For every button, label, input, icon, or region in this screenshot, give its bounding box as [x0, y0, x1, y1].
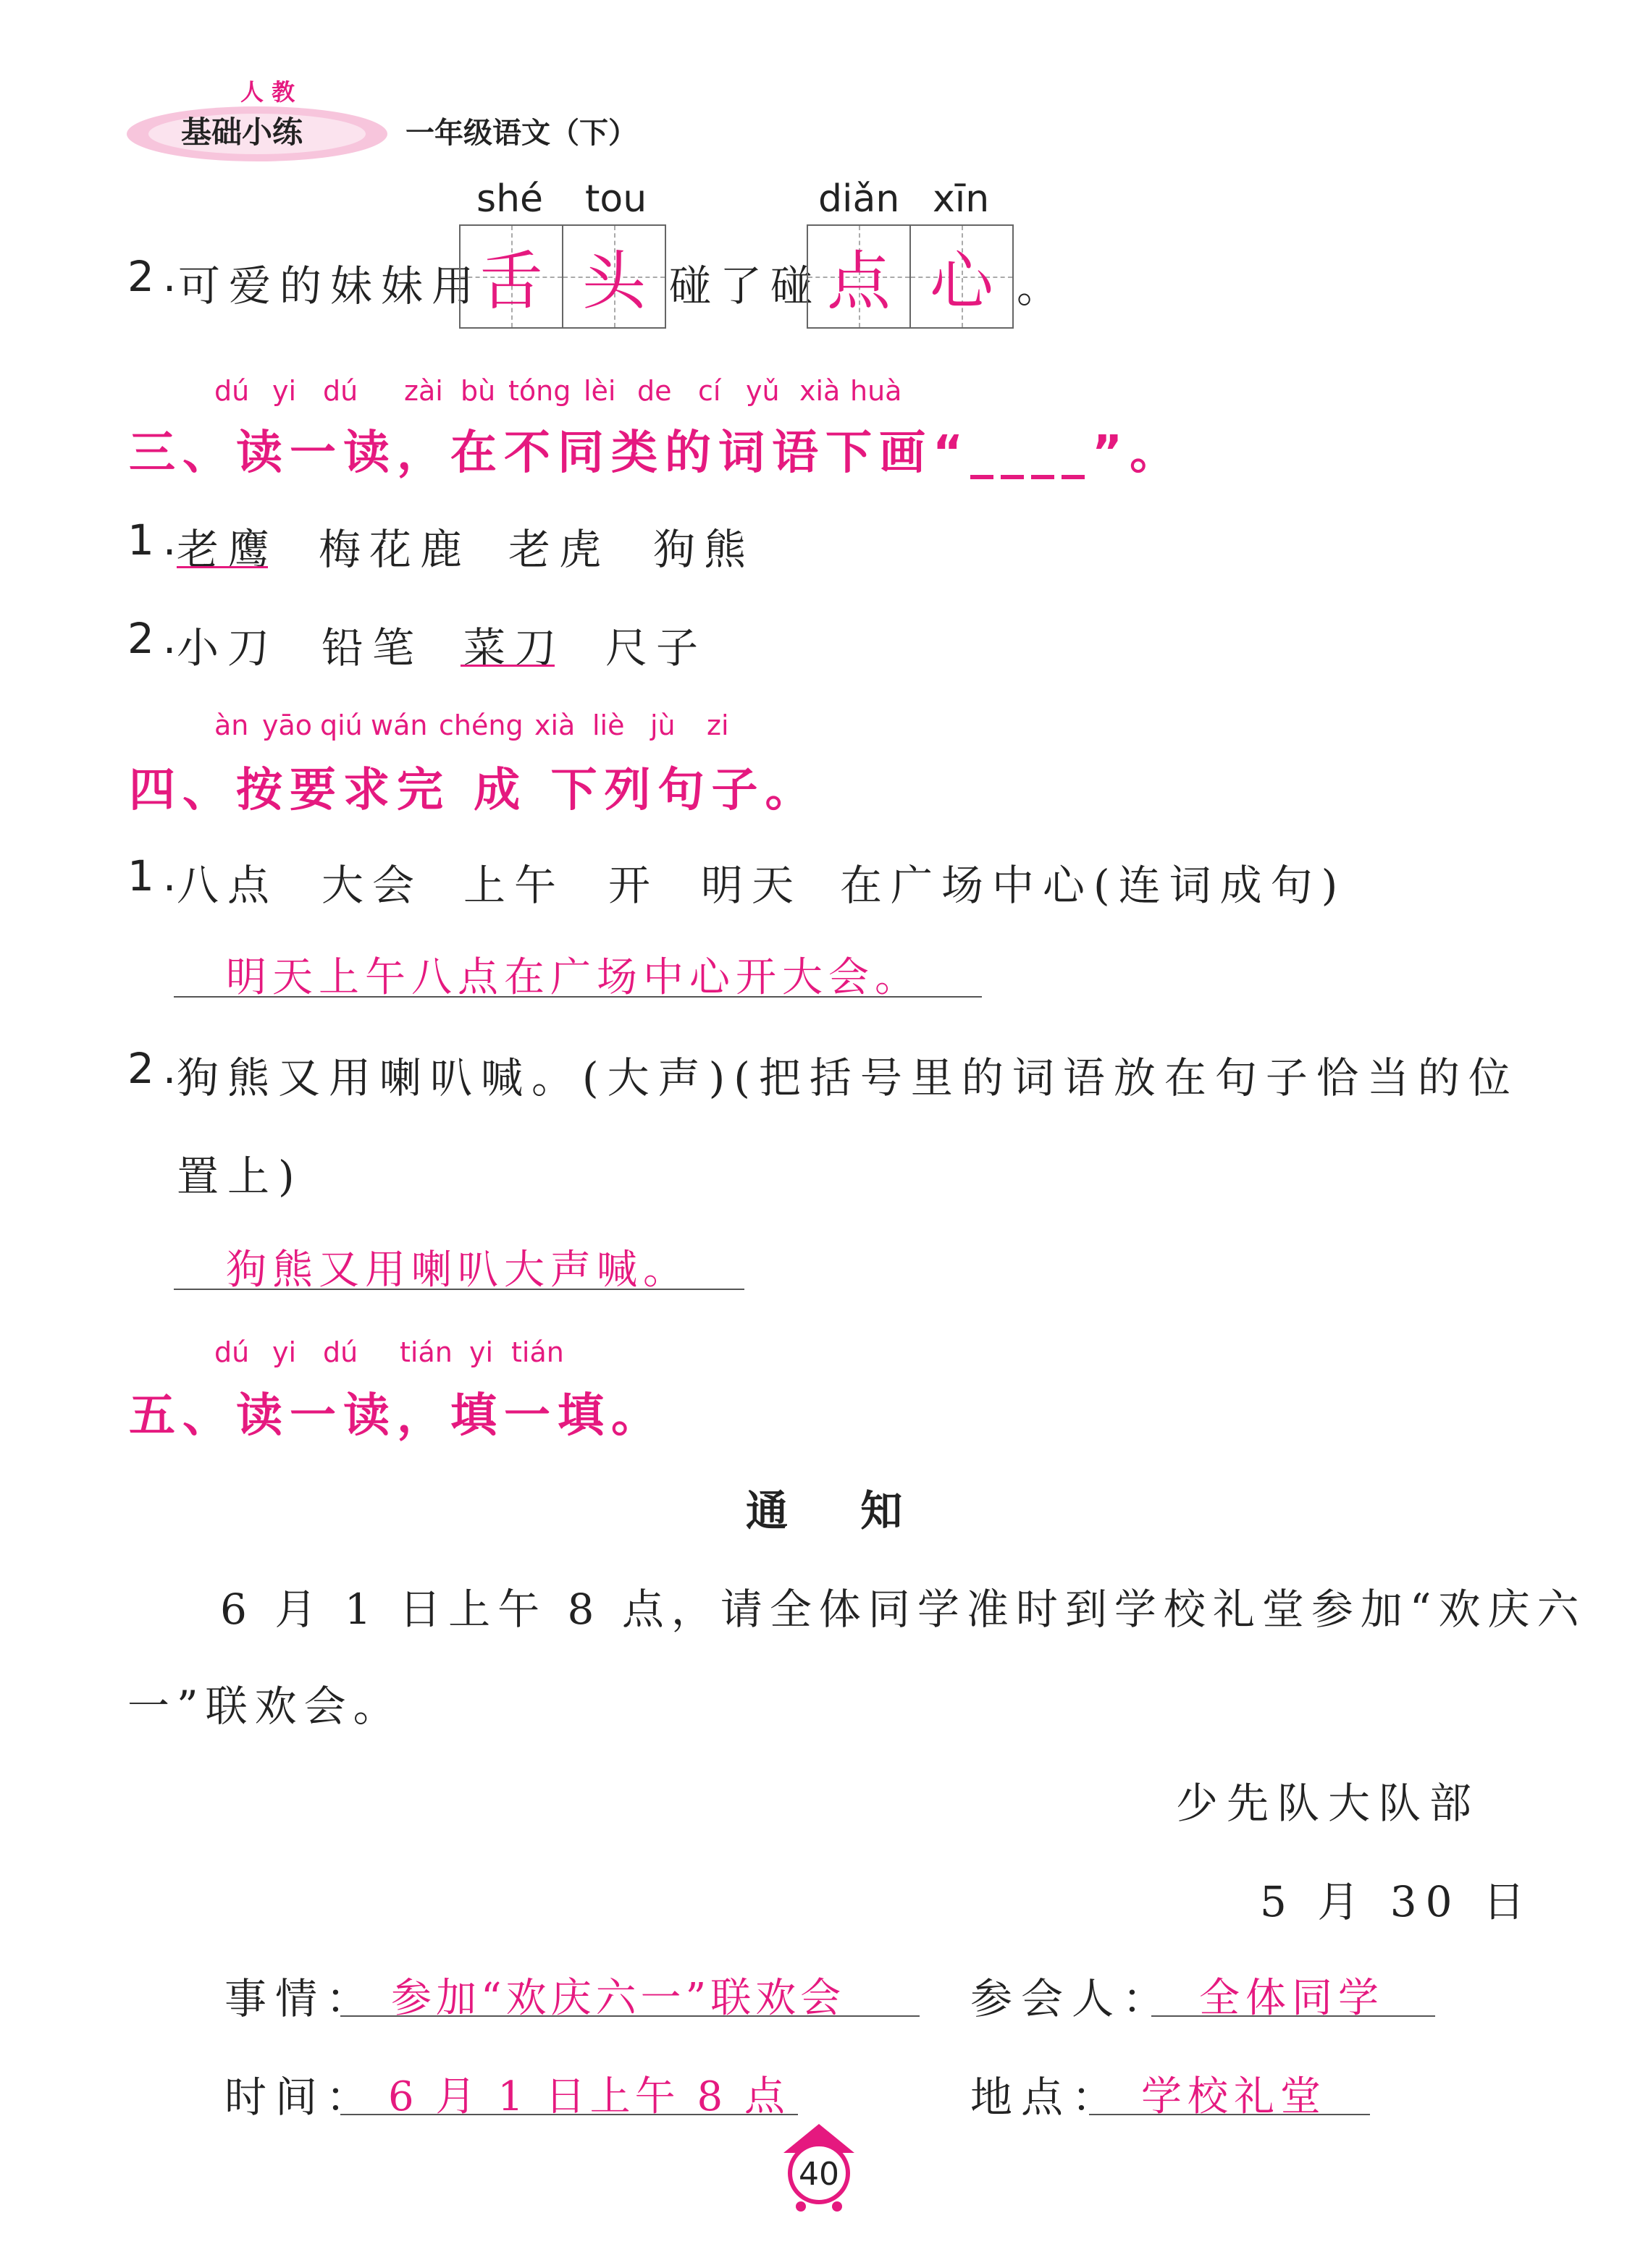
answer-line: [340, 2015, 920, 2017]
page-number: 40: [799, 2156, 839, 2193]
word: 梅花鹿: [319, 525, 471, 574]
badge-top-text: 人 教: [240, 78, 295, 106]
q2-suffix: 。: [1017, 263, 1068, 312]
pinyin: lèi: [584, 375, 616, 407]
pinyin-xin: xīn: [933, 177, 990, 221]
item-number: 1.: [127, 851, 185, 901]
pinyin: dú: [323, 375, 358, 407]
pinyin: wán: [371, 709, 428, 741]
answer-2: 狗熊又用喇叭大声喊。: [226, 1247, 689, 1294]
word: 大会: [321, 861, 424, 910]
word: 狗熊: [653, 525, 755, 574]
pinyin: tián: [511, 1336, 564, 1368]
field-label-matter: 事情：: [224, 1974, 377, 2023]
pinyin-dian: diǎn: [818, 177, 900, 221]
item-number: 1.: [127, 515, 185, 565]
notice-signer: 少先队大队部: [1176, 1779, 1481, 1828]
pinyin: jù: [650, 709, 676, 741]
answer-line: [1151, 2015, 1435, 2017]
pinyin: tóng: [508, 375, 571, 407]
pinyin: yāo: [262, 709, 313, 741]
grid-cell: [808, 226, 911, 327]
section-4-title: 四、按要求完 成 下列句子。: [129, 764, 819, 817]
answer-1: 明天上午八点在广场中心开大会。: [226, 954, 921, 1001]
field-value-attendees: 全体同学: [1199, 1975, 1384, 2022]
item-number: 2.: [127, 614, 185, 663]
item-number: 2.: [127, 1044, 185, 1093]
grid-char: 头: [581, 244, 646, 319]
grid-cell: [461, 226, 563, 327]
answer-line: [1089, 2114, 1370, 2115]
notice-line2: 一”联欢会。: [127, 1682, 403, 1731]
pinyin: zi: [707, 709, 729, 741]
pinyin: cí: [698, 375, 721, 407]
pinyin: yi: [469, 1336, 494, 1368]
section-5-title: 五、读一读，填一填。: [129, 1389, 665, 1443]
q2-text-line2: 置上): [177, 1152, 303, 1201]
grid-char: 心: [929, 244, 993, 319]
word: 铅笔: [321, 623, 424, 673]
pinyin: yi: [272, 1336, 297, 1368]
field-label-attendees: 参会人：: [970, 1974, 1174, 2023]
word-marked: 菜刀: [463, 623, 566, 673]
section-3-title: 三、读一读，在不同类的词语下画“____”。: [129, 426, 1184, 480]
pinyin: dú: [214, 1336, 250, 1368]
pinyin-she: shé: [476, 177, 544, 221]
field-label-place: 地点：: [970, 2073, 1123, 2122]
word: 尺子: [605, 623, 707, 673]
grid-char: 舌: [479, 244, 543, 319]
pinyin: liè: [592, 709, 625, 741]
answer-underline: [461, 665, 555, 667]
pinyin: dú: [214, 375, 250, 407]
pinyin: dú: [323, 1336, 358, 1368]
word: 明天: [701, 861, 803, 910]
grid-char: 点: [826, 244, 891, 319]
word: 上午: [463, 861, 566, 910]
field-value-time: 6 月 1 日上午 8 点: [388, 2073, 789, 2120]
book-title: 一年级语文（下）: [405, 117, 637, 150]
pinyin: zài: [404, 375, 443, 407]
answer-line: [174, 1289, 744, 1290]
notice-line1: 6 月 1 日上午 8 点，请全体同学准时到学校礼堂参加“欢庆六: [220, 1585, 1586, 1634]
pinyin: xià: [534, 709, 576, 741]
answer-underline: [177, 566, 268, 568]
writing-grid-b: [807, 224, 1014, 329]
pinyin-tou: tou: [585, 177, 647, 221]
word: 老虎: [508, 525, 610, 574]
word: 在广场中心: [840, 861, 1094, 910]
pinyin: àn: [214, 709, 249, 741]
field-value-matter: 参加“欢庆六一”联欢会: [391, 1975, 846, 2022]
pinyin: huà: [850, 375, 902, 407]
answer-line: [340, 2114, 798, 2115]
pinyin: yi: [272, 375, 297, 407]
field-value-place: 学校礼堂: [1141, 2073, 1327, 2120]
writing-grid-a: [459, 224, 666, 329]
pinyin: chéng: [439, 709, 524, 741]
word: 八点: [177, 861, 279, 910]
word: 小刀: [177, 623, 279, 673]
pinyin: yǔ: [746, 375, 780, 407]
pinyin: de: [637, 375, 672, 407]
word-marked: 老鹰: [177, 525, 279, 574]
grid-cell: [911, 226, 1012, 327]
answer-line: [174, 996, 982, 998]
pinyin: qiú: [320, 709, 363, 741]
field-label-time: 时间：: [224, 2073, 377, 2122]
pinyin: tián: [400, 1336, 453, 1368]
notice-heading: 通 知: [746, 1486, 932, 1535]
pinyin: bù: [461, 375, 496, 407]
q2-middle: 碰了碰: [669, 261, 822, 311]
pinyin: xià: [799, 375, 841, 407]
notice-date: 5 月 30 日: [1260, 1877, 1534, 1926]
q2-prefix: 可爱的妹妹用: [178, 261, 483, 311]
q2-text-line1: 狗熊又用喇叭喊。(大声)(把括号里的词语放在句子恰当的位: [177, 1053, 1519, 1103]
hint: (连词成句): [1093, 861, 1347, 910]
grid-cell: [563, 226, 665, 327]
word: 开: [608, 861, 660, 910]
badge-text: 基础小练: [181, 114, 303, 150]
q2-number: 2.: [127, 252, 185, 301]
